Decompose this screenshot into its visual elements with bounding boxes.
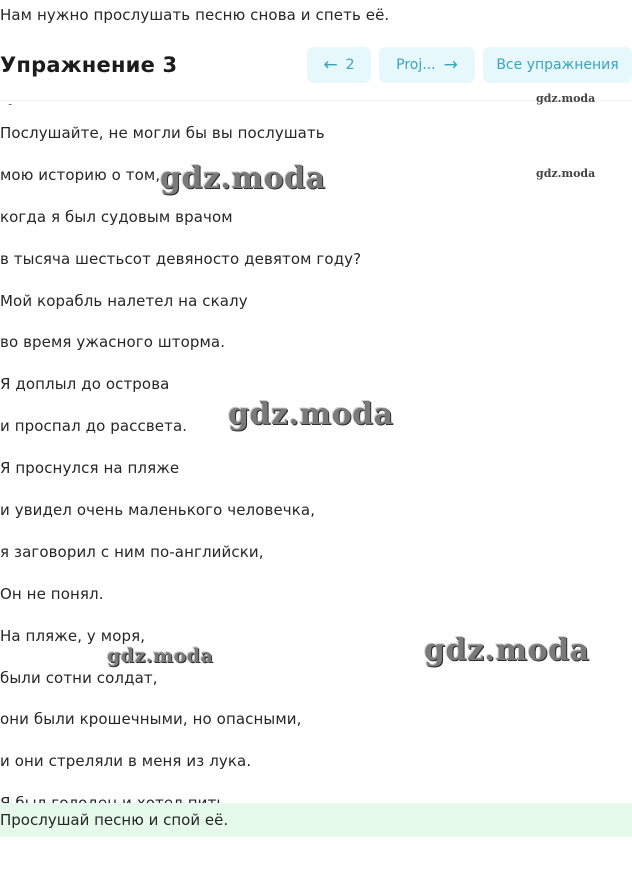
watermark: gdz.moda <box>424 633 590 668</box>
lyric-line: они были крошечными, но опасными, <box>0 710 302 729</box>
lyrics-list <box>0 123 361 835</box>
task-text: Прослушай песню и спой её. <box>0 811 229 829</box>
lyric-line: в тысяча шестьсот девяносто девятом году? <box>0 249 362 268</box>
exercise-header <box>0 47 632 85</box>
watermark: gdz.moda <box>107 645 214 667</box>
lyric-line: На пляже, у моря, <box>0 626 146 645</box>
all-exercises-button[interactable] <box>483 47 632 83</box>
lyric-line: и они стреляли в меня из лука. <box>0 752 252 771</box>
next-exercise-label: Proj... <box>396 57 436 73</box>
exercise-title: Упражнение 3 <box>0 53 178 77</box>
previous-exercise-button[interactable] <box>307 47 371 83</box>
lyric-line: Послушайте, не могли бы вы послушать <box>0 124 325 142</box>
lyric-line: Он не понял. <box>0 584 104 603</box>
lyric-line: Я проснулся на пляже <box>0 459 180 478</box>
lyric-line: и проспал до рассвета. <box>0 417 188 436</box>
arrow-right-icon: → <box>443 54 458 75</box>
lyric-line: и увидел очень маленького человечка, <box>0 501 316 520</box>
intro-text: Нам нужно прослушать песню снова и спеть её. <box>0 6 390 24</box>
next-exercise-button[interactable] <box>379 47 475 83</box>
watermark: gdz.moda <box>536 167 596 180</box>
watermark: gdz.moda <box>160 161 326 196</box>
lyrics-scroll-area[interactable] <box>0 92 632 805</box>
lyric-line: Мой корабль налетел на скалу <box>0 291 248 310</box>
lyric-line: были сотни солдат, <box>0 668 158 687</box>
lyric-line: я заговорил с ним по-английски, <box>0 542 264 561</box>
lyric-line: мою историю о том, <box>0 165 161 184</box>
lyric-line: во время ужасного шторма. <box>0 333 226 352</box>
previous-exercise-label: 2 <box>345 57 355 73</box>
lyric-line: Я доплыл до острова <box>0 375 170 394</box>
cut-off-text: - <box>8 97 13 111</box>
all-exercises-label: Все упражнения <box>496 57 619 73</box>
arrow-left-icon: ← <box>323 54 338 75</box>
watermark: gdz.moda <box>228 397 394 432</box>
task-banner <box>0 803 632 837</box>
watermark: gdz.moda <box>536 92 596 105</box>
lyric-line: когда я был судовым врачом <box>0 207 233 226</box>
